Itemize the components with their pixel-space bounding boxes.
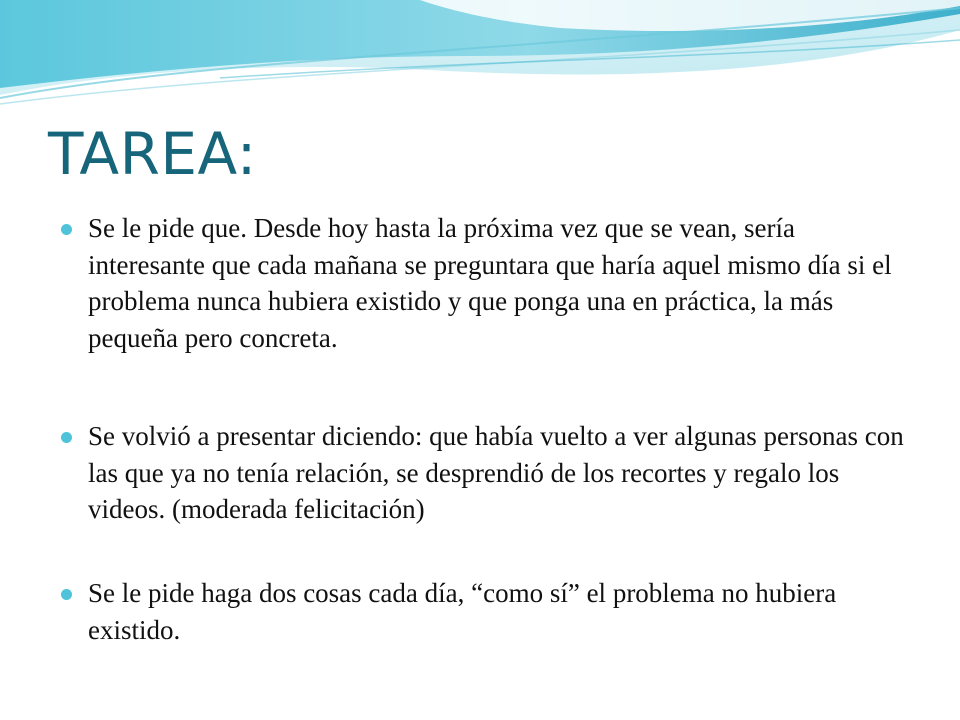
bullet-text: Se le pide que. Desde hoy hasta la próxima vez que se vean, sería interesante que cada mañana se preguntara que haría aquel mismo día si el problema nunca hubiera existido y que ponga una en práctica, la más pequeña pero concreta. [88, 213, 892, 353]
bullet-text: Se volvió a presentar diciendo: que había vuelto a ver algunas personas con las que ya no tenía relación, se desprendió de los recortes y regalo los videos. (moderada felicitación) [88, 421, 904, 524]
bullet-dot-icon [61, 589, 72, 600]
decorative-wave-header [0, 0, 960, 110]
bullet-text: Se le pide haga dos cosas cada día, “como sí” el problema no hubiera existido. [88, 578, 837, 645]
bullet-dot-icon [61, 224, 72, 235]
slide-title: TAREA: [48, 120, 257, 188]
bullet-dot-icon [61, 432, 72, 443]
